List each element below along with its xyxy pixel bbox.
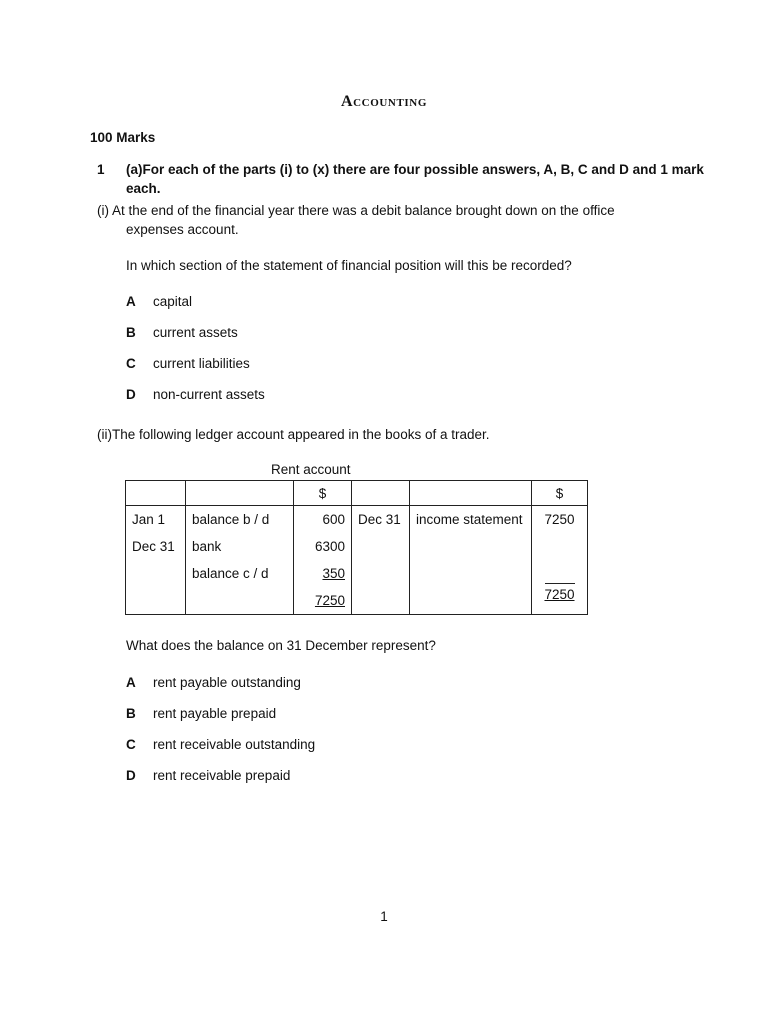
debit-total: 7250 (314, 593, 345, 608)
page-title: Accounting (340, 93, 427, 110)
option-letter: C (126, 356, 136, 371)
debit-detail: balance c / d (186, 560, 294, 587)
rent-ledger-table (125, 480, 588, 615)
debit-date: Jan 1 (126, 506, 186, 534)
option-letter: A (126, 675, 136, 690)
ledger-total-row (126, 587, 588, 615)
credit-date: Dec 31 (352, 506, 410, 534)
table-row (126, 506, 588, 534)
total-rule (545, 583, 575, 584)
option-text: current assets (153, 325, 238, 340)
question-intro-line1: (a)For each of the parts (i) to (x) there are four possible answers, A, B, C and D and 1 mark (126, 162, 704, 177)
table-row (126, 533, 588, 560)
option-text: capital (153, 294, 193, 309)
part-i-line1: (i) At the end of the financial year there was a debit balance brought down on the office (97, 203, 615, 218)
credit-detail: income statement (410, 506, 532, 534)
page-number: 1 (380, 909, 388, 924)
option-text: current liabilities (153, 356, 250, 371)
part-ii-line1: (ii)The following ledger account appeared in the books of a trader. (97, 427, 490, 442)
option-letter: B (126, 706, 136, 721)
debit-currency: $ (294, 481, 352, 506)
debit-amount: 6300 (294, 533, 352, 560)
part-i-question: In which section of the statement of financial position will this be recorded? (126, 258, 572, 273)
option-letter: D (126, 387, 136, 402)
question-number: 1 (97, 162, 105, 177)
credit-amount: 7250 (532, 506, 588, 534)
debit-date: Dec 31 (126, 533, 186, 560)
part-i-line2: expenses account. (126, 222, 239, 237)
credit-currency: $ (532, 481, 588, 506)
option-letter: D (126, 768, 136, 783)
option-text: rent payable outstanding (153, 675, 301, 690)
option-text: rent receivable prepaid (153, 768, 291, 783)
debit-amount: 350 (322, 566, 345, 581)
ledger-header-row (126, 481, 588, 506)
ledger-title: Rent account (271, 462, 351, 477)
debit-amount: 600 (294, 506, 352, 534)
table-row (126, 560, 588, 587)
option-letter: B (126, 325, 136, 340)
option-text: rent receivable outstanding (153, 737, 316, 752)
part-ii-question: What does the balance on 31 December represent? (126, 638, 436, 653)
total-marks: 100 Marks (90, 130, 156, 145)
option-text: rent payable prepaid (153, 706, 277, 721)
debit-detail: balance b / d (186, 506, 294, 534)
debit-detail: bank (186, 533, 294, 560)
option-text: non-current assets (153, 387, 265, 402)
question-intro-line2: each. (126, 181, 161, 196)
option-letter: A (126, 294, 136, 309)
option-letter: C (126, 737, 136, 752)
credit-total: 7250 (544, 587, 575, 602)
